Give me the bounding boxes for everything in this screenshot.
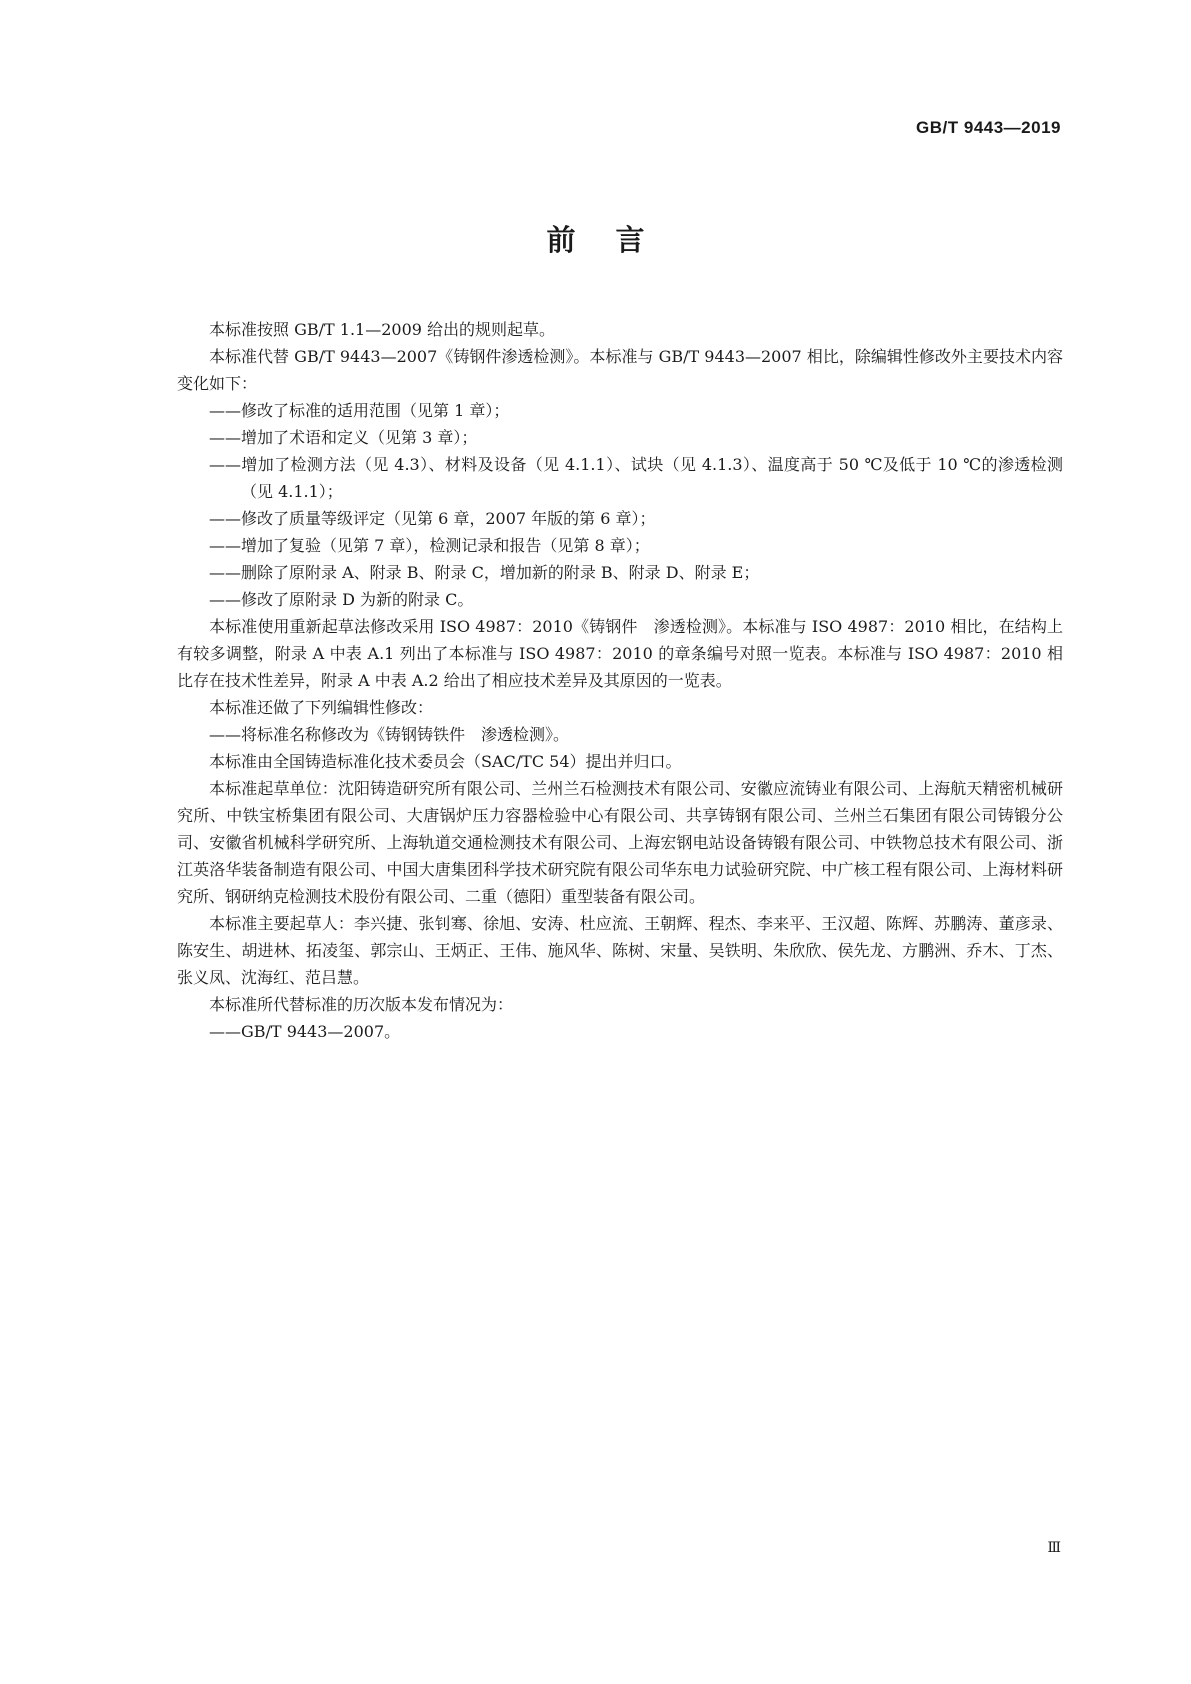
- paragraph-drafters: 本标准主要起草人：李兴捷、张钊骞、徐旭、安涛、杜应流、王朝辉、程杰、李来平、王汉超、陈辉、苏鹏涛、董彦录、陈安生、胡进林、拓凌玺、郭宗山、王炳正、王伟、施风华、陈树、宋量、吴铁明、朱欣欣、侯先龙、方鹏洲、乔木、丁杰、张义凤、沈海红、范吕慧。: [177, 914, 1063, 987]
- paragraph-previous-editions: 本标准所代替标准的历次版本发布情况为：: [209, 995, 514, 1014]
- paragraph-drafting-rules: 本标准按照 GB/T 1.1—2009 给出的规则起草。: [209, 320, 556, 339]
- change-item: ——修改了标准的适用范围（见第 1 章）；: [209, 401, 510, 420]
- paragraph-drafting-units: 本标准起草单位：沈阳铸造研究所有限公司、兰州兰石检测技术有限公司、安徽应流铸业有限公司、上海航天精密机械研究所、中铁宝桥集团有限公司、大唐锅炉压力容器检验中心有限公司、共享铸钢有限公司、兰州兰石集团有限公司铸锻分公司、安徽省机械科学研究所、上海轨道交通检测技术有限公司、上海宏钢电站设备铸锻有限公司、中铁物总技术有限公司、浙江英洛华装备制造有限公司、中国大唐集团科学技术研究院有限公司华东电力试验研究院、中广核工程有限公司、上海材料研究所、钢研纳克检测技术股份有限公司、二重（德阳）重型装备有限公司。: [177, 779, 1063, 906]
- change-item: ——增加了复验（见第 7 章），检测记录和报告（见第 8 章）；: [209, 536, 650, 555]
- change-item: ——修改了原附录 D 为新的附录 C。: [209, 590, 474, 609]
- standard-code: GB/T 9443—2019: [916, 118, 1061, 137]
- paragraph-editorial-changes: 本标准还做了下列编辑性修改：: [209, 698, 434, 717]
- change-item: ——增加了术语和定义（见第 3 章）；: [209, 428, 478, 447]
- page-title: 前言: [546, 223, 685, 257]
- page-number: Ⅲ: [1047, 1540, 1061, 1556]
- document-body: [177, 316, 1063, 1045]
- paragraph-iso-adoption: 本标准使用重新起草法修改采用 ISO 4987：2010《铸钢件 渗透检测》。本标准与 ISO 4987：2010 相比，在结构上有较多调整，附录 A 中表 A.1 列出了本标准与 ISO 4987：2010 的章条编号对照一览表。本标准与 ISO 4987：2010 相比存在技术性差异，附录 A 中表 A.2 给出了相应技术差异及其原因的一览表。: [177, 617, 1063, 690]
- change-item: ——删除了原附录 A、附录 B、附录 C，增加新的附录 B、附录 D、附录 E；: [209, 563, 760, 582]
- change-item: ——修改了质量等级评定（见第 6 章，2007 年版的第 6 章）；: [209, 509, 656, 528]
- editorial-change-item: ——将标准名称修改为《铸钢铸铁件 渗透检测》。: [209, 725, 570, 744]
- previous-edition-item: ——GB/T 9443—2007。: [209, 1022, 401, 1041]
- change-item: ——增加了检测方法（见 4.3）、材料及设备（见 4.1.1）、试块（见 4.1.3）、温度高于 50 ℃及低于 10 ℃的渗透检测（见 4.1.1）；: [209, 455, 1063, 501]
- paragraph-replacement: 本标准代替 GB/T 9443—2007《铸钢件渗透检测》。本标准与 GB/T 9443—2007 相比，除编辑性修改外主要技术内容变化如下：: [177, 347, 1063, 393]
- paragraph-proposer: 本标准由全国铸造标准化技术委员会（SAC/TC 54）提出并归口。: [209, 752, 682, 771]
